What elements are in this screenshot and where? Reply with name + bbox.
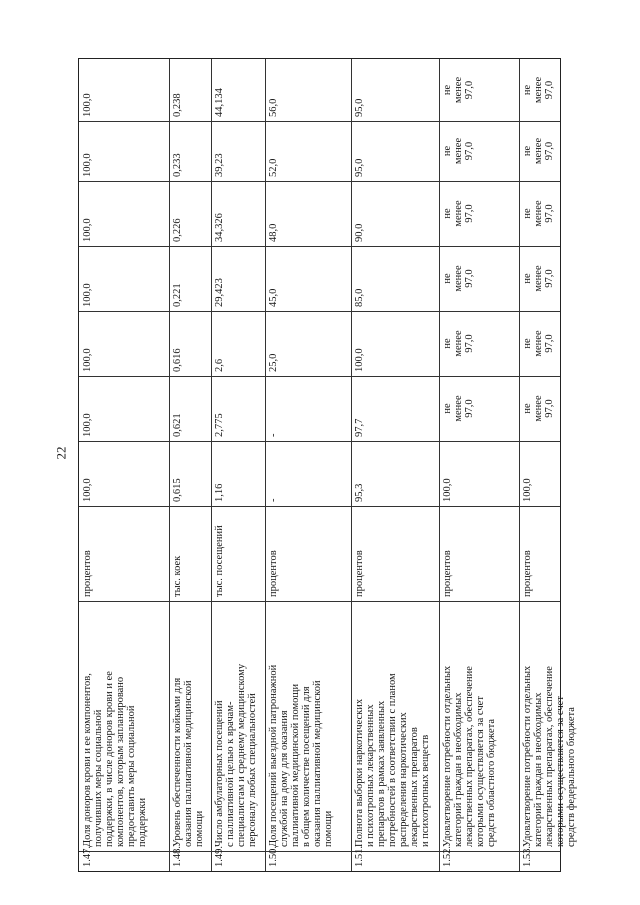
value-cell-line: 48,0 xyxy=(268,223,279,242)
indicators-table xyxy=(78,58,577,872)
value-cell-line: не xyxy=(442,145,453,157)
indicator-description-line: помощи xyxy=(323,810,334,847)
table-rule xyxy=(79,851,560,852)
indicator-description-line: потребностей в соответствии с планом xyxy=(387,673,398,847)
value-cell-line: менее xyxy=(533,265,544,292)
indicator-description-line: лекарственных препаратах, обеспечение xyxy=(464,666,475,847)
value-cell-line: 95,0 xyxy=(354,158,365,177)
value-cell-line: 29,423 xyxy=(214,278,225,307)
value-cell-line: 45,0 xyxy=(268,288,279,307)
value-cell-line: менее xyxy=(533,330,544,357)
row-number-line: 1.53. xyxy=(522,846,533,867)
value-cell-line: 97,0 xyxy=(544,204,555,223)
indicator-description-line: и психотропных лекарственных xyxy=(365,704,376,847)
indicator-description-line: категорий граждан в необходимых xyxy=(453,692,464,847)
value-cell-line: 100,0 xyxy=(522,478,533,502)
value-cell-line: 100,0 xyxy=(82,93,93,117)
value-cell-line: менее xyxy=(453,265,464,292)
value-cell-line: - xyxy=(268,433,279,437)
value-cell-line: 0,615 xyxy=(172,478,183,502)
indicator-description-line: категорий граждан в необходимых xyxy=(533,692,544,847)
value-cell-line: не xyxy=(522,273,533,284)
value-cell-line: 2,775 xyxy=(214,413,225,437)
indicator-description-line: препаратов в рамках заявленных xyxy=(376,700,387,847)
indicator-description-line: с паллиативной целью к врачам- xyxy=(225,701,236,847)
indicator-description-line: оказания паллиативной медицинской xyxy=(183,680,194,847)
value-cell-line: 90,0 xyxy=(354,223,365,242)
unit-cell-line: процентов xyxy=(82,550,93,597)
value-cell-line: 39,23 xyxy=(214,153,225,177)
table-rule xyxy=(79,601,560,602)
unit-cell-line: тыс. коек xyxy=(172,555,183,597)
value-cell-line: не xyxy=(522,145,533,157)
table-rule xyxy=(79,506,560,507)
value-cell-line: не xyxy=(522,84,533,96)
indicator-description-line: компонентов, которым запланировано xyxy=(115,676,126,847)
value-cell-line: 95,3 xyxy=(354,483,365,502)
value-cell-line: 56,0 xyxy=(268,98,279,117)
value-cell-line: 0,238 xyxy=(172,93,183,117)
value-cell-line: 97,0 xyxy=(544,269,555,288)
table-rule xyxy=(79,181,560,182)
row-number-line: 1.52. xyxy=(442,846,453,867)
table-rule xyxy=(79,121,560,122)
unit-cell-line: процентов xyxy=(442,550,453,597)
value-cell-line: менее xyxy=(453,137,464,165)
value-cell-line: 85,0 xyxy=(354,288,365,307)
value-cell-line: 0,233 xyxy=(172,153,183,177)
indicator-description-line: распределения наркотических xyxy=(398,712,409,847)
value-cell-line: не xyxy=(522,338,533,349)
row-number-line: 1.50. xyxy=(268,846,279,867)
indicator-description-line: паллиативной медицинской помощи xyxy=(290,683,301,847)
value-cell-line: 97,0 xyxy=(464,141,475,161)
value-cell-line: менее xyxy=(453,200,464,227)
value-cell-line: 97,0 xyxy=(544,334,555,353)
value-cell-line: 100,0 xyxy=(442,478,453,502)
value-cell-line: 100,0 xyxy=(82,478,93,502)
indicator-description-line: оказания паллиативной медицинской xyxy=(312,680,323,847)
indicator-description-line: в общем количестве посещений для xyxy=(301,686,312,847)
value-cell-line: 100,0 xyxy=(82,413,93,437)
indicator-description-line: Уровень обеспеченности койками для xyxy=(172,677,183,847)
indicator-description-line: поддержки xyxy=(137,797,148,847)
value-cell-line: 97,0 xyxy=(464,399,475,418)
indicator-description-line: получивших меры социальной xyxy=(93,709,104,847)
row-number-line: 1.51. xyxy=(354,846,365,867)
indicator-description-line: службой на дому для оказания xyxy=(279,710,290,847)
value-cell-line: 97,0 xyxy=(544,141,555,161)
value-cell-line: не xyxy=(442,338,453,349)
value-cell-line: 97,0 xyxy=(464,269,475,288)
value-cell-line: 97,0 xyxy=(464,80,475,100)
value-cell-line: менее xyxy=(533,137,544,165)
value-cell-line: 97,0 xyxy=(464,204,475,223)
indicator-description-line: помощи xyxy=(194,810,205,847)
value-cell-line: менее xyxy=(453,330,464,357)
indicator-description-line: персоналу любых специальностей xyxy=(247,693,258,847)
row-number-line: 1.48. xyxy=(172,846,183,867)
value-cell-line: 0,226 xyxy=(172,218,183,242)
value-cell-line: не xyxy=(442,273,453,284)
indicator-description-line: средств областного бюджета xyxy=(486,718,497,847)
table-rule xyxy=(79,246,560,247)
value-cell-line: 2,6 xyxy=(214,358,225,372)
value-cell-line: менее xyxy=(453,395,464,422)
indicator-description-line: которыми осуществляется за счет xyxy=(555,696,566,847)
indicator-description-line: лекарственных препаратов xyxy=(409,727,420,847)
value-cell-line: менее xyxy=(533,395,544,422)
indicator-description-line: средств федерального бюджета xyxy=(566,707,577,847)
value-cell-line: 100,0 xyxy=(82,153,93,177)
indicator-description-line: предоставить меры социальной xyxy=(126,705,137,847)
indicator-description-line: которыми осуществляется за счет xyxy=(475,696,486,847)
indicator-description-line: Удовлетворение потребности отдельных xyxy=(522,665,533,847)
value-cell-line: менее xyxy=(453,76,464,104)
page-number: 22 xyxy=(53,446,69,460)
value-cell-line: 34,326 xyxy=(214,213,225,242)
unit-cell-line: тыс. посещений xyxy=(214,525,225,597)
value-cell-line: 1,16 xyxy=(214,483,225,502)
table-rule xyxy=(79,311,560,312)
value-cell-line: не xyxy=(442,208,453,219)
value-cell-line: 100,0 xyxy=(82,218,93,242)
value-cell-line: 44,134 xyxy=(214,88,225,117)
value-cell-line: 97,0 xyxy=(544,80,555,100)
value-cell-line: менее xyxy=(533,200,544,227)
value-cell-line: 97,0 xyxy=(464,334,475,353)
indicator-description-line: специалистам и среднему медицинскому xyxy=(236,663,247,847)
unit-cell-line: процентов xyxy=(268,550,279,597)
value-cell-line: 100,0 xyxy=(354,348,365,372)
row-number-line: 1.49. xyxy=(214,846,225,867)
row-number-line: 1.47. xyxy=(82,846,93,867)
value-cell-line: 97,0 xyxy=(544,399,555,418)
value-cell-line: не xyxy=(442,403,453,414)
indicator-description-line: Число амбулаторных посещений xyxy=(214,700,225,847)
indicator-description-line: Удовлетворение потребности отдельных xyxy=(442,665,453,847)
value-cell-line: 0,616 xyxy=(172,348,183,372)
value-cell-line: 0,621 xyxy=(172,413,183,437)
indicator-description-line: Доля посещений выездной патронажной xyxy=(268,664,279,847)
indicator-description-line: лекарственных препаратах, обеспечение xyxy=(544,666,555,847)
value-cell-line: 100,0 xyxy=(82,348,93,372)
value-cell-line: 97,7 xyxy=(354,418,365,437)
value-cell-line: 0,221 xyxy=(172,283,183,307)
indicator-description-line: и психотропных веществ xyxy=(420,734,431,847)
value-cell-line: 25,0 xyxy=(268,353,279,372)
value-cell-line: - xyxy=(268,498,279,502)
value-cell-line: не xyxy=(442,84,453,96)
value-cell-line: 100,0 xyxy=(82,283,93,307)
value-cell-line: не xyxy=(522,403,533,414)
value-cell-line: менее xyxy=(533,76,544,104)
table-rule xyxy=(79,441,560,442)
indicator-description-line: Доля доноров крови и ее компонентов, xyxy=(82,673,93,847)
indicator-description-line: поддержки, в числе доноров крови и ее xyxy=(104,671,115,847)
value-cell-line: 95,0 xyxy=(354,98,365,117)
unit-cell-line: процентов xyxy=(354,550,365,597)
unit-cell-line: процентов xyxy=(522,550,533,597)
value-cell-line: 52,0 xyxy=(268,158,279,177)
indicator-description-line: Полнота выборки наркотических xyxy=(354,698,365,847)
value-cell-line: не xyxy=(522,208,533,219)
table-rule xyxy=(79,376,560,377)
